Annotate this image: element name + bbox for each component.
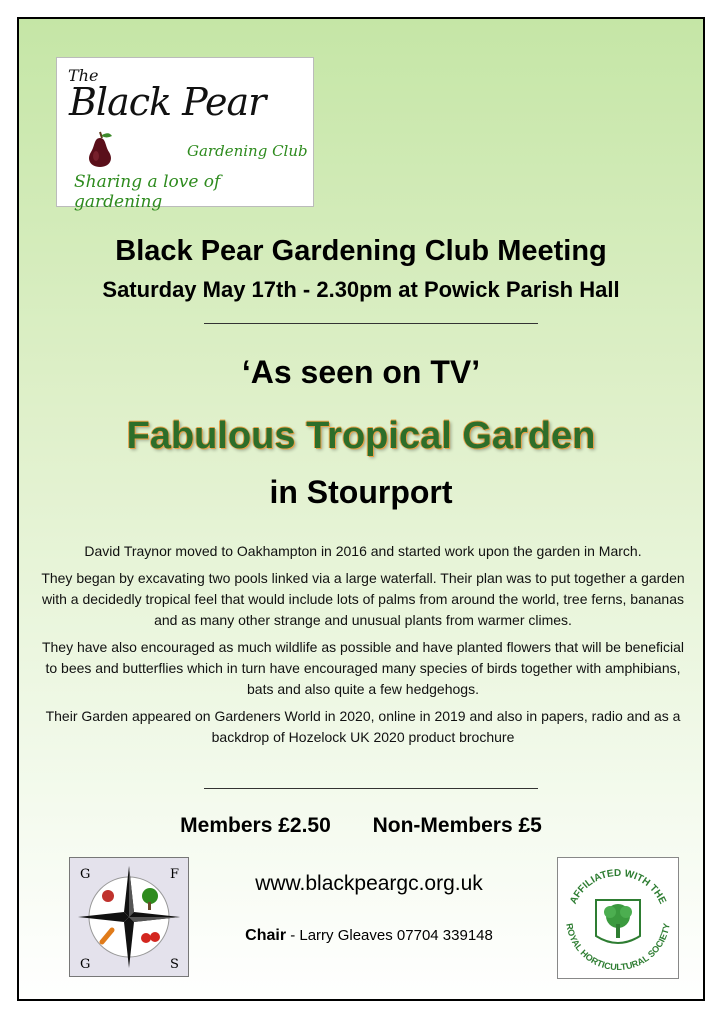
- meeting-title: Black Pear Gardening Club Meeting: [115, 235, 607, 267]
- compass-icon: [70, 858, 188, 976]
- svg-text:G: G: [80, 957, 91, 972]
- description-paragraph: They have also encouraged as much wildlife as possible and have planted flowers that will be beneficial to bees and butterflies which in turn have encouraged many species of birds together with amphibians, bats and also quite a few hedgehogs.: [41, 639, 685, 697]
- non-members-price: Non-Members £5: [372, 814, 542, 837]
- svg-text:ROYAL HORTICULTURAL SOCIETY: ROYAL HORTICULTURAL SOCIETY: [564, 922, 672, 973]
- chair-contact: [209, 927, 529, 945]
- description-paragraph: David Traynor moved to Oakhampton in 2016 and started work upon the garden in March.: [84, 543, 642, 559]
- logo-the: The: [68, 66, 99, 85]
- gfgs-logo: [69, 857, 189, 977]
- feature-title: Fabulous Tropical Garden: [126, 415, 596, 457]
- rhs-logo: [557, 857, 679, 979]
- logo-name: Black Pear: [69, 80, 266, 124]
- description: [35, 541, 691, 754]
- svg-text:G: G: [80, 867, 91, 882]
- poster: [17, 17, 705, 1001]
- description-paragraph: They began by excavating two pools linked via a large waterfall. Their plan was to put together a garden with a decidedly tropical feel that would include lots of palms from around the world, tree ferns, bananas and as many other strange and unusual plants from warmer climes.: [41, 570, 685, 628]
- rhs-tree-icon: [558, 858, 678, 978]
- members-price: Members £2.50: [180, 814, 331, 837]
- svg-text:AFFILIATED WITH THE: AFFILIATED WITH THE: [568, 867, 668, 906]
- svg-text:S: S: [170, 957, 179, 972]
- feature-location: in Stourport: [269, 474, 453, 510]
- prices: [19, 814, 703, 838]
- logo-tagline: Sharing a love of gardening: [74, 172, 221, 212]
- divider-top: [204, 323, 538, 324]
- chair-details: - Larry Gleaves 07704 339148: [286, 927, 493, 944]
- meeting-date: Saturday May 17th - 2.30pm at Powick Parish Hall: [102, 277, 620, 302]
- club-logo: [56, 57, 314, 212]
- tv-tagline: ‘As seen on TV’: [241, 354, 481, 390]
- chair-label: Chair: [245, 927, 287, 944]
- pear-icon: [85, 130, 115, 168]
- divider-bottom: [204, 788, 538, 789]
- description-paragraph: Their Garden appeared on Gardeners World in 2020, online in 2019 and also in papers, radio and as a backdrop of Hozelock UK 2020 product brochure: [45, 708, 681, 745]
- website-link[interactable]: www.blackpeargc.org.uk: [255, 872, 483, 895]
- svg-text:F: F: [170, 867, 180, 882]
- logo-club: Gardening Club: [187, 142, 308, 160]
